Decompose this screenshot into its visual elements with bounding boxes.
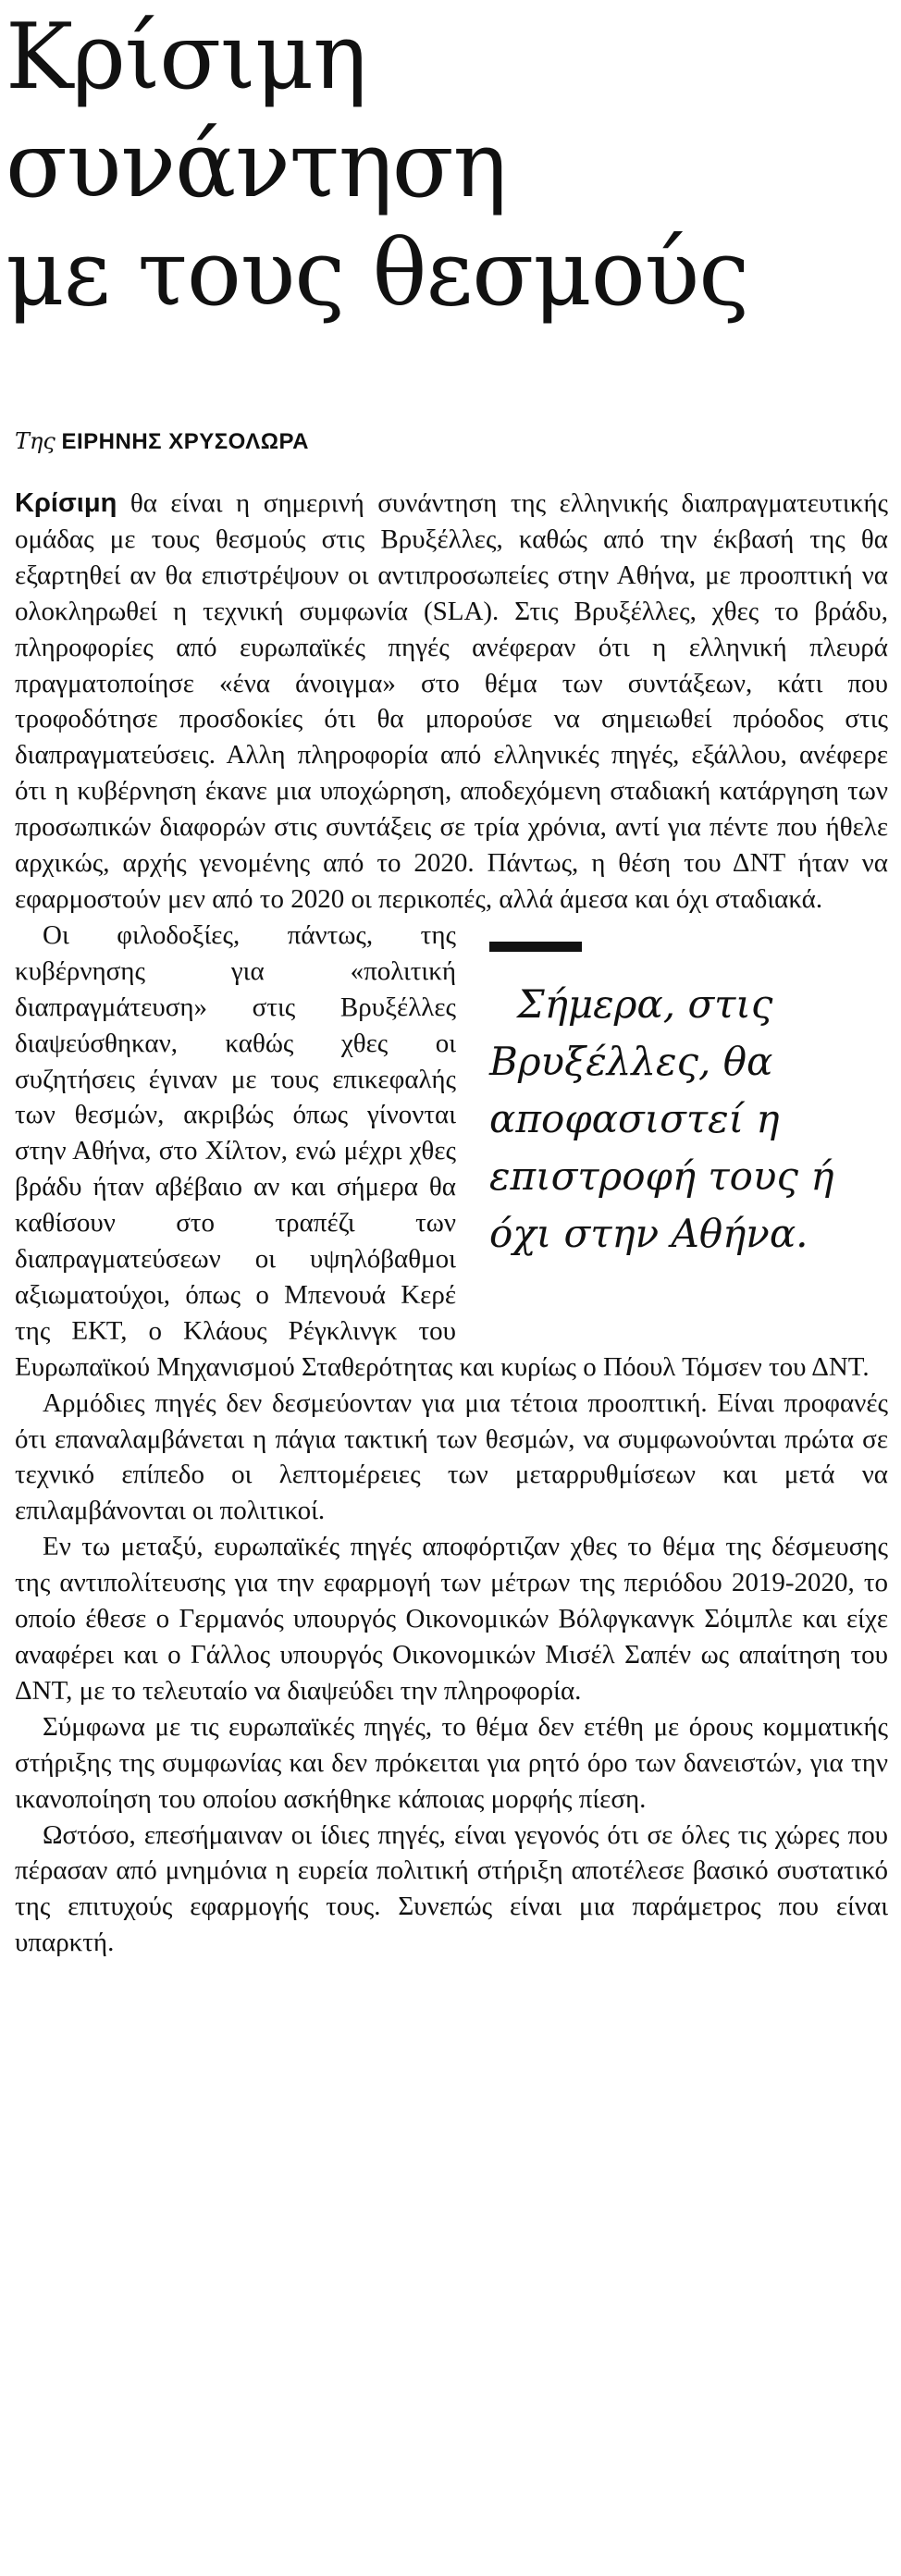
headline-line: με τους θεσμούς <box>6 221 749 327</box>
lead-in: Κρίσιμη <box>15 488 117 518</box>
byline-prefix: Της <box>15 428 56 454</box>
pull-quote-rule <box>489 942 582 952</box>
paragraph <box>15 486 888 918</box>
paragraph: Αρμόδιες πηγές δεν δεσμεύονταν για μια τέτοια προοπτική. Είναι προφανές ότι επαναλαμβάνεται η πάγια τακτική των θεσμών, να συμφωνούνται πρώτα σε τεχνικό επίπεδο οι λεπτομέρειες των μεταρρυθμίσεων και μετά να επιλαμβάνονται οι πολιτικοί. <box>15 1387 888 1526</box>
byline <box>15 427 309 456</box>
pull-quote <box>476 929 888 1343</box>
article-body <box>15 486 888 1961</box>
author-name: ΕΙΡΗΝΗΣ ΧΡΥΣΟΛΩΡΑ <box>61 429 310 454</box>
paragraph: Εν τω μεταξύ, ευρωπαϊκές πηγές αποφόρτιζαν χθες το θέμα της δέσμευσης της αντιπολίτευσης για την εφαρμογή των μέτρων της περιόδου 2019-2020, το οποίο έθεσε ο Γερμανός υπουργός Οικονομικών Βόλφγκανγκ Σόιμπλε και είχε αναφέρει και ο Γάλλος υπουργός Οικονομικών Μισέλ Σαπέν ως απαίτηση του ΔΝΤ, με το τελευταίο να διαψεύδει την πληροφορία. <box>15 1532 888 1706</box>
paragraph: Οι φιλοδοξίες, πάντως, της κυβέρνησης για «πολιτική διαπραγμάτευση» στις Βρυξέλλες διαψεύσθηκαν, καθώς χθες οι συζητήσεις έγιναν με τους επικεφαλής των θεσμών, ακριβώς όπως γίνονται στην Αθήνα, στο Χίλτον, ενώ μέχρι χθες βράδυ ήταν αβέβαιο αν και σήμερα θα καθίσουν στο τραπέζι των διαπραγματεύσεων οι υψηλόβαθμοι αξιωματούχοι, όπως ο Μπενουά Κερέ της ΕΚΤ, ο Κλάους Ρέγκλινγκ του Ευρωπαϊκού Μηχανισμού Σταθερότητας και κυρίως ο Πόουλ Τόμσεν του ΔΝΤ. <box>15 919 870 1382</box>
pull-quote-text: Σήμερα, στις Βρυξέλλες, θα αποφασιστεί η επιστροφή τους ή όχι στην Αθήνα. <box>489 980 834 1256</box>
headline-line: Κρίσιμη <box>6 5 366 110</box>
paragraph: Ωστόσο, επεσήμαιναν οι ίδιες πηγές, είναι γεγονός ότι σε όλες τις χώρες που πέρασαν από μνημόνια η ευρεία πολιτική στήριξη αποτέλεσε βασικό συστατικό της επιτυχούς εφαρμογής τους. Συνεπώς είναι μια παράμετρος που είναι υπαρκτή. <box>15 1819 888 1958</box>
paragraph-text: θα είναι η σημερινή συνάντηση της ελληνικής διαπραγματευτικής ομάδας με τους θεσμούς στις Βρυξέλλες, καθώς από την έκβασή της θα εξαρτηθεί αν θα επιστρέψουν οι αντιπροσωπείες στην Αθήνα, με προοπτική να ολοκληρωθεί η τεχνική συμφωνία (SLA). Στις Βρυξέλλες, χθες το βράδυ, πληροφορίες από ευρωπαϊκές πηγές ανέφεραν ότι η ελληνική πλευρά πραγματοποίησε «ένα άνοιγμα» στο θέμα των συντάξεων, κάτι που τροφοδότησε προσδοκίες ότι θα μπορούσε να σημειωθεί πρόοδος στις διαπραγματεύσεις. Αλλη πληροφορία από ελληνικές πηγές, εξάλλου, ανέφερε ότι η κυβέρνηση έκανε μια υποχώρηση, αποδεχόμενη σταδιακή κατάργηση των προσωπικών διαφορών στις συντάξεις σε τρία χρόνια, αντί για πέντε που ήθελε αρχικώς, αρχής γενομένης από το 2020. Πάντως, η θέση του ΔΝΤ ήταν να εφαρμοστούν μεν από το 2020 οι περικοπές, αλλά άμεσα και όχι σταδιακά. <box>15 488 888 914</box>
headline <box>6 4 894 328</box>
headline-line: συνάντηση <box>6 113 507 218</box>
paragraph: Σύμφωνα με τις ευρωπαϊκές πηγές, το θέμα δεν ετέθη με όρους κομματικής στήριξης της συμφωνίας και δεν πρόκειται για ρητό όρο των δανειστών, για την ικανοποίηση του οποίου ασκήθηκε κάποιας μορφής πίεση. <box>15 1711 888 1814</box>
